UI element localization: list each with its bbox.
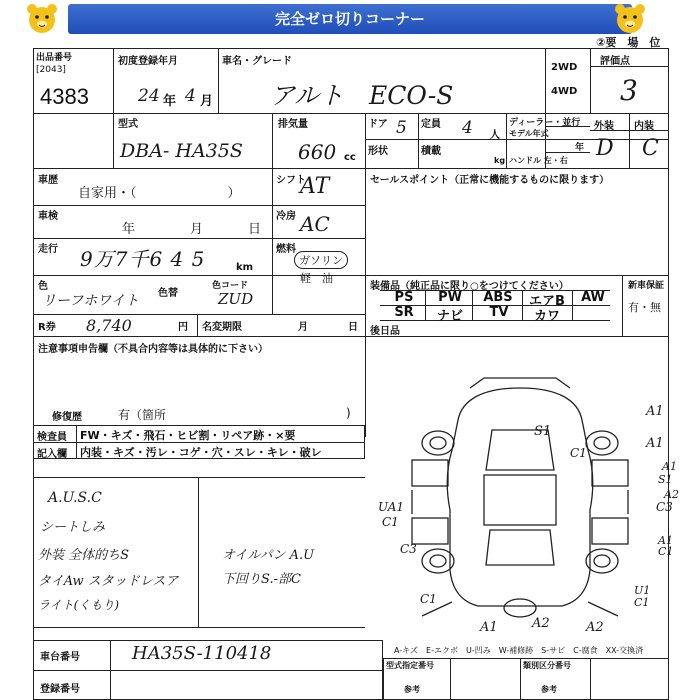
dmg-label-c1-br: C1: [634, 596, 650, 609]
interior-value: C: [642, 136, 659, 161]
expiry-label: 名変期限: [202, 322, 242, 333]
lot-ref: [2043]: [36, 65, 66, 75]
aircon-value: AC: [300, 212, 330, 236]
capacity-unit: 人: [490, 130, 500, 141]
type-designation-ref: 参考: [404, 685, 420, 694]
dmg-label-c1-right: C1: [658, 545, 674, 558]
entry-items: 内装・キズ・汚レ・コゲ・穴・スレ・キレ・破レ: [80, 446, 322, 459]
dmg-label-ua1: UA1: [378, 500, 405, 514]
repair-close: ): [346, 406, 351, 420]
load-label: 積載: [421, 146, 441, 157]
dmg-label-a1-a: A1: [646, 404, 664, 419]
equip-sr: SR: [394, 305, 414, 320]
inspection-year-unit: 年: [122, 222, 136, 237]
class-number-label: 類別区分番号: [523, 661, 571, 670]
lot-label: 出品番号: [36, 53, 73, 63]
remark-left-3: 外装 全体的ちS: [38, 548, 130, 563]
entry-label: 記入欄: [37, 449, 67, 460]
equip-leather: カワ: [533, 309, 560, 324]
dmg-label-a1-b: A1: [646, 436, 664, 451]
repair-label: 修復歴: [52, 412, 82, 423]
doors-label: ドア: [368, 119, 388, 130]
exterior-label: 外装: [594, 121, 614, 132]
mascot-bear-icon-left: [24, 2, 60, 36]
first-reg-month-unit: 月: [200, 94, 214, 109]
recycle-label: R券: [38, 322, 56, 333]
color-label: 色: [38, 281, 48, 292]
selling-points-label: セールスポイント（正常に機能するものに限ります）: [370, 175, 610, 186]
inspection-day-unit: 日: [248, 222, 262, 237]
banner-title: 完全ゼロ切りコーナー: [68, 4, 632, 34]
recycle-unit: 円: [178, 322, 188, 333]
equipment-label: 装備品（純正品に限り○をつけてください）: [370, 281, 569, 292]
fuel-label: 燃料: [276, 244, 296, 255]
registration-label: 登録番号: [40, 684, 80, 695]
dmg-label-a2-right: A2: [664, 488, 679, 501]
remark-left-2: シートしみ: [40, 520, 106, 535]
model-value: DBA- HA35S: [120, 140, 243, 162]
shape-label: 形状: [368, 146, 388, 157]
inspection-month-unit: 月: [190, 222, 204, 237]
exterior-value: D: [596, 136, 614, 161]
expiry-month-unit: 月: [298, 322, 308, 333]
equip-aw: AW: [581, 290, 605, 305]
dmg-label-u1: U1: [634, 584, 651, 597]
dmg-label-c1-left: C1: [382, 515, 399, 529]
displacement-label: 排気量: [278, 119, 308, 130]
vehicle-value: 自家用・（ ）: [78, 186, 241, 201]
expiry-day-unit: 日: [348, 322, 358, 333]
new-car-label: 新車保証: [628, 281, 665, 291]
header-partial: ②要 場 位: [596, 36, 661, 49]
dmg-label-s1-top: S1: [534, 424, 552, 439]
capacity-value: 4: [462, 118, 473, 138]
dmg-label-a2-br: A2: [586, 620, 604, 635]
displacement-unit: cc: [344, 152, 356, 163]
handle-label: ハンドル 左・右: [509, 156, 568, 165]
model-year-label: モデル年式: [509, 129, 549, 138]
chassis-value: HA35S-110418: [132, 643, 272, 664]
dmg-label-a1-c: A1: [662, 460, 677, 473]
first-reg-year-unit: 年: [163, 94, 177, 109]
class-number-ref: 参考: [541, 685, 557, 694]
fuel-diesel: 軽 油: [300, 272, 333, 285]
shift-label: シフト: [276, 175, 306, 186]
dmg-label-a1-d: A1: [658, 534, 673, 547]
color-value: リーフホワイト: [42, 293, 139, 309]
repair-value: 有（箇所: [118, 408, 167, 422]
score-label: 評価点: [600, 56, 630, 67]
first-reg-year: 24: [138, 86, 160, 106]
damage-legend: A-キズ E-エクボ U-凹み W-補修跡 S-サビ C-腐食 XX-交換済: [394, 646, 644, 655]
rear-seat-label: 後日品: [370, 326, 400, 337]
remark-left-5: ライト(くもり): [38, 598, 120, 612]
mileage-value: 9万7千6 4 5: [80, 247, 206, 271]
car-diagram: [372, 340, 668, 640]
inspector-items: FW・キズ・飛石・ヒビ割・リペア跡・×要: [80, 429, 296, 442]
equip-tv: TV: [489, 305, 509, 320]
drive-2wd: 2WD: [551, 62, 578, 73]
doors-value: 5: [396, 118, 407, 138]
mileage-label: 走行: [38, 244, 58, 255]
inspector-label: 検査員: [37, 432, 67, 443]
equip-airbag: エアB: [529, 294, 565, 309]
fuel-gasoline: ガソリン: [294, 251, 348, 269]
chassis-label: 車台番号: [40, 652, 80, 663]
color-code-value: ZUD: [218, 290, 254, 308]
recycle-value: 8,740: [86, 316, 132, 335]
color-change-label: 色替: [158, 288, 178, 299]
mascot-bear-icon-right: [612, 2, 648, 36]
interior-label: 内装: [634, 121, 654, 132]
dmg-label-c3-left: C3: [400, 542, 417, 556]
displacement-value: 660: [298, 140, 337, 164]
drive-4wd: 4WD: [551, 86, 578, 97]
model-year-unit: 年: [575, 143, 585, 153]
dmg-label-c1-bl: C1: [420, 592, 437, 606]
remark-right-1: オイルパン A.U: [222, 548, 315, 563]
dmg-label-s1-right: S1: [658, 473, 673, 486]
equip-navi: ナビ: [436, 309, 463, 324]
aircon-label: 冷房: [276, 211, 296, 222]
inspection-label: 車検: [38, 211, 58, 222]
color-code-label: 色コード: [212, 281, 249, 291]
type-designation-label: 型式指定番号: [386, 661, 434, 670]
remark-left-1: A.U.S.C: [48, 490, 102, 506]
equip-ps: PS: [394, 290, 414, 305]
remark-left-4: タイAw スタッドレスア: [38, 574, 179, 589]
capacity-label: 定員: [421, 119, 441, 130]
dmg-label-c1-center: C1: [570, 446, 587, 460]
first-reg-month: 4: [185, 86, 196, 106]
dmg-label-a1-bottom: A1: [480, 620, 498, 635]
dmg-label-a2-bottom: A2: [532, 616, 550, 631]
mileage-unit: km: [236, 262, 254, 273]
shift-value: AT: [300, 174, 330, 199]
lot-number: 4383: [40, 84, 89, 109]
remark-right-2: 下回りS.-部C: [222, 572, 301, 587]
car-name-label: 車名・グレード: [222, 56, 292, 67]
score-value: 3: [620, 74, 638, 107]
first-reg-label: 初度登録年月: [118, 56, 178, 67]
vehicle-label: 車歴: [38, 175, 58, 186]
dmg-label-c3-right: C3: [656, 500, 673, 514]
equip-pw: PW: [438, 290, 462, 305]
load-unit: kg: [494, 156, 506, 165]
model-label: 型式: [118, 119, 138, 130]
car-name-value: アルト ECO-S: [270, 81, 454, 110]
equip-abs: ABS: [483, 290, 513, 305]
dealer-label: ディーラー・並行: [509, 118, 581, 128]
new-car-value: 有・無: [628, 301, 661, 314]
notes-label: 注意事項申告欄（不具合内容等は具体的に下さい）: [38, 344, 268, 355]
